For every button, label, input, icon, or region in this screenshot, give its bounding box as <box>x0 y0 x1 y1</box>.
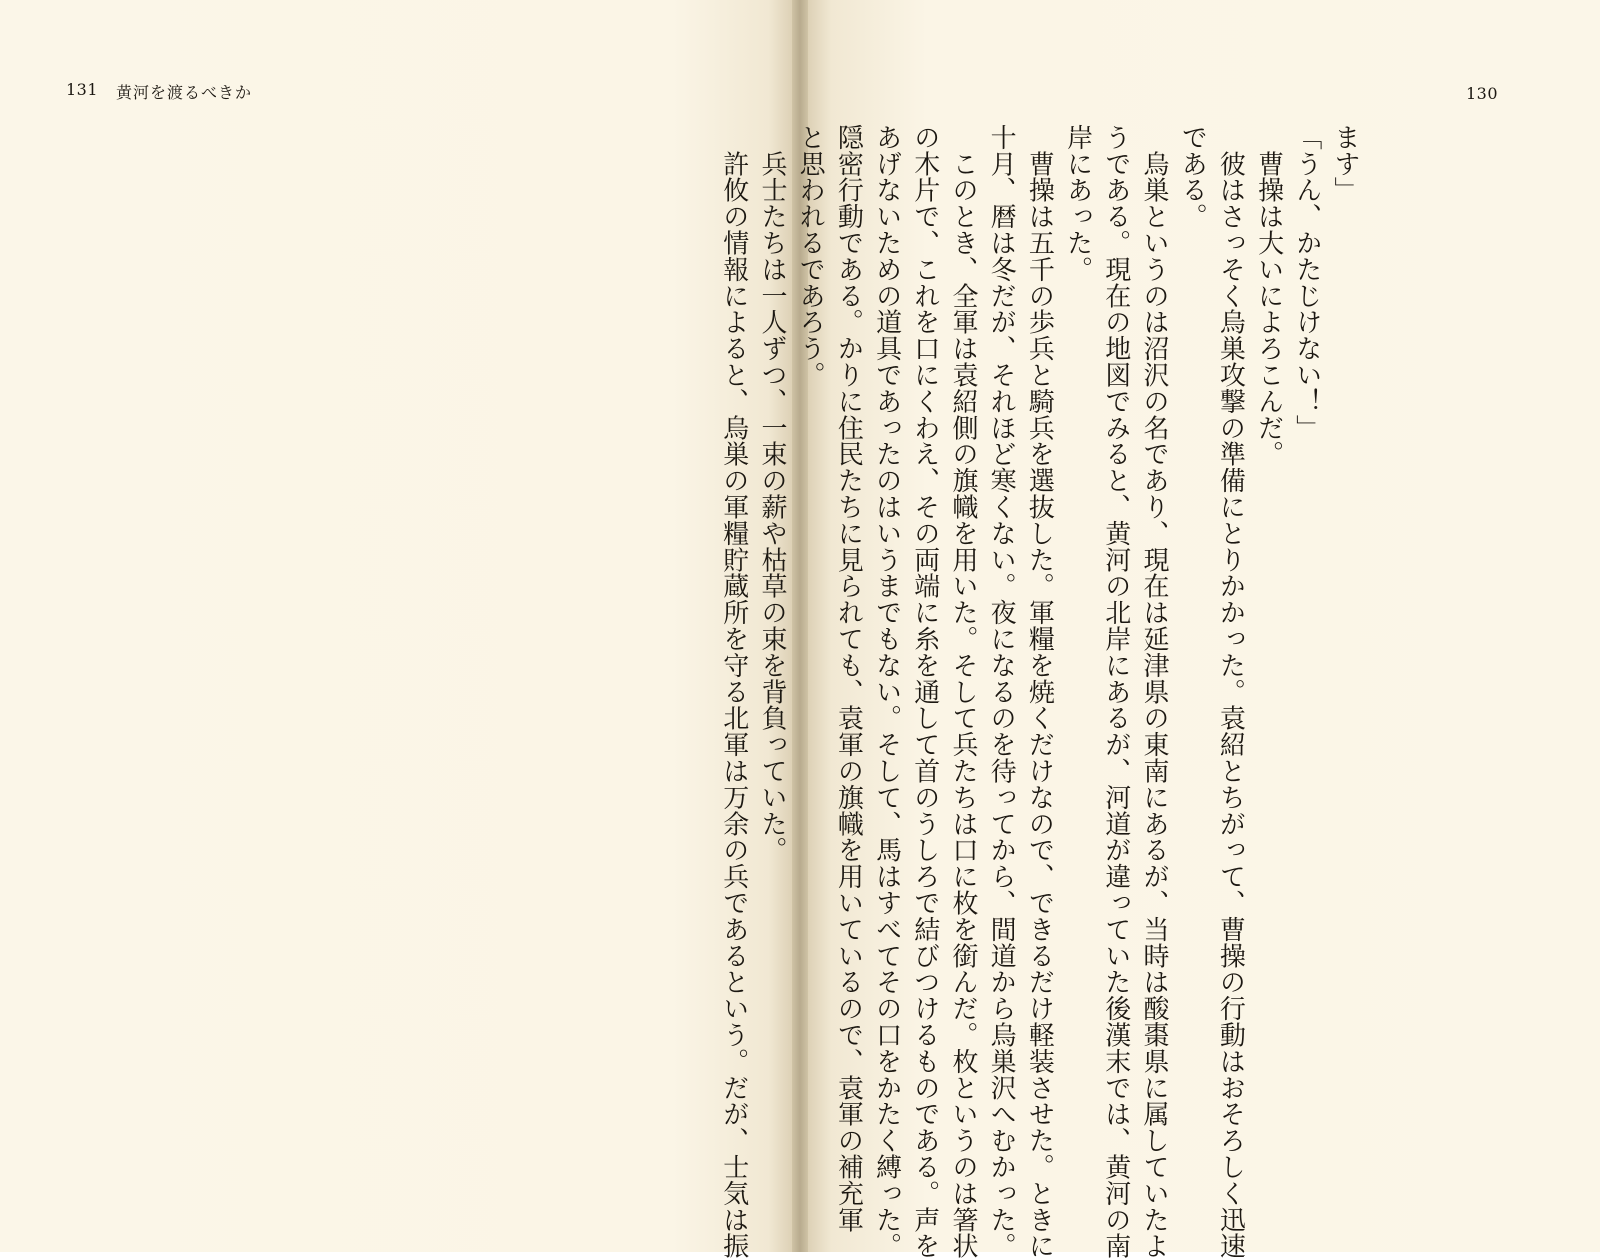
text-line: 隠密行動である。かりに住民たちに見られても、袁軍の旗幟を用いているので、袁軍の補充軍 <box>833 124 864 1233</box>
text-line: の木片で、これを口にくわえ、その両端に糸を通して首のうしろで結びつけるものである。声を <box>909 124 940 1259</box>
running-title: 黄河を渡るべきか <box>116 83 253 102</box>
right-page-text <box>718 124 1364 1259</box>
text-line: ます」 <box>1330 124 1360 204</box>
text-line: 十月、暦は冬だが、それほど寒くない。夜になるのを待ってから、間道から烏巣沢へむかった。 <box>986 124 1017 1259</box>
text-line: である。 <box>1177 124 1208 230</box>
text-line: 兵士たちは一人ずつ、一束の薪や枯草の束を背負っていた。 <box>756 124 787 864</box>
text-line: 岸にあった。 <box>1062 124 1093 283</box>
right-page-number: 130 <box>1466 84 1499 103</box>
text-line: このとき、全軍は袁紹側の旗幟を用いた。そして兵たちは口に枚を銜んだ。枚というのは箸状 <box>947 124 978 1259</box>
text-line: 曹操は五千の歩兵と騎兵を選抜した。軍糧を焼くだけなので、できるだけ軽装させた。ときに <box>1024 124 1055 1259</box>
text-line: 彼はさっそく烏巣攻撃の準備にとりかかった。袁紹とちがって、曹操の行動はおそろしく迅速 <box>1215 124 1246 1259</box>
left-page-number: 131 <box>66 80 99 99</box>
text-line: 許攸の情報によると、烏巣の軍糧貯蔵所を守る北軍は万余の兵であるという。だが、士気は振 <box>718 124 749 1259</box>
text-line: と思われるであろう。 <box>795 124 826 388</box>
text-line: うである。現在の地図でみると、黄河の北岸にあるが、河道が違っていた後漢末では、黄河の南 <box>1100 124 1131 1259</box>
left-page <box>0 0 792 1259</box>
text-line: 曹操は大いによろこんだ。 <box>1253 124 1284 468</box>
text-line: 烏巣というのは沼沢の名であり、現在は延津県の東南にあるが、当時は酸棗県に属していたよ <box>1138 124 1169 1259</box>
right-page <box>718 0 1600 1259</box>
text-line: あげないための道具であったのはいうまでもない。そして、馬はすべてその口をかたく縛った。 <box>871 124 902 1259</box>
text-line: 「うん、かたじけない！」 <box>1291 124 1322 441</box>
